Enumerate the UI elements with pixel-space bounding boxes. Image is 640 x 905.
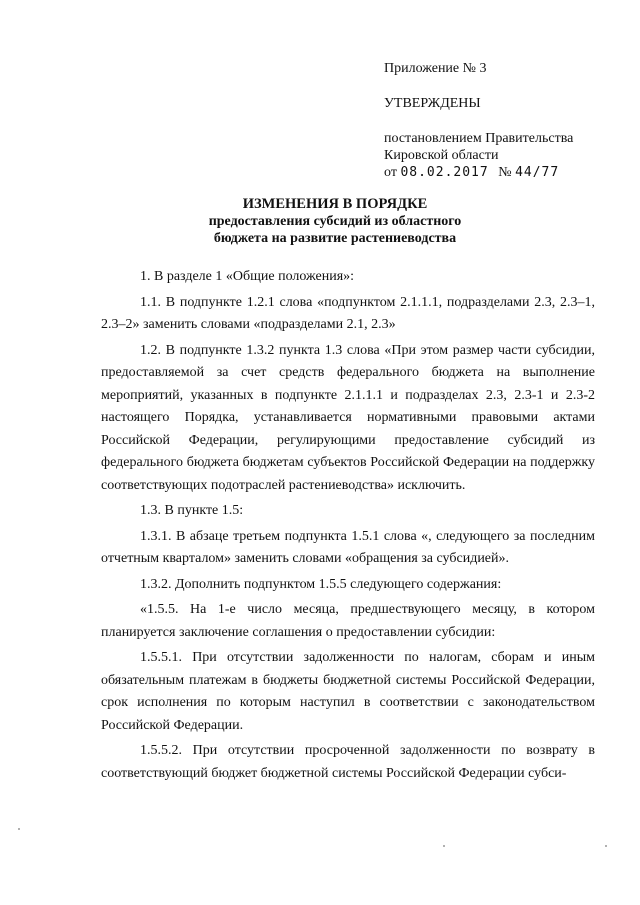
number-prefix: № [498, 165, 512, 180]
appendix-label: Приложение № 3 [384, 61, 487, 76]
approved-by-line-1: постановлением Правительства [384, 131, 574, 146]
paragraph-1-5-5: «1.5.5. На 1-е число месяца, предшествующего месяцу, в котором планируется заключение соглашения о предоставлении субсидии: [101, 602, 595, 640]
scan-speck [18, 828, 20, 830]
document-body [101, 266, 595, 785]
paragraph-1-1: 1.1. В подпункте 1.2.1 слова «подпунктом 2.1.1.1, подразделами 2.3, 2.3–1, 2.3–2» заменить словами «подразделами 2.1, 2.3» [101, 294, 595, 332]
paragraph-1-3-2: 1.3.2. Дополнить подпунктом 1.5.5 следующего содержания: [140, 576, 502, 592]
approval-date-line [384, 164, 559, 181]
paragraph-1-3-1: 1.3.1. В абзаце третьем подпункта 1.5.1 слова «, следующего за последним отчетным кварталом» заменить словами «обращения за субсидией». [101, 528, 595, 566]
paragraph-1-5-5-2: 1.5.5.2. При отсутствии просроченной задолженности по возврату в соответствующий бюджет бюджетной системы Российской Федерации субси- [101, 743, 595, 781]
approved-label: УТВЕРЖДЕНЫ [384, 96, 481, 111]
scan-speck [443, 845, 445, 847]
paragraph-1: 1. В разделе 1 «Общие положения»: [140, 269, 355, 284]
paragraph-1-5-5-1: 1.5.5.1. При отсутствии задолженности по налогам, сборам и иным обязательным платежам в бюджеты бюджетной системы Российской Федерации, срок исполнения по которым наступил в соответствии с законодательством Российской Федерации. [101, 650, 595, 733]
approved-by-line-2: Кировской области [384, 148, 499, 163]
title-subtitle-line-1: предоставления субсидий из областного [208, 214, 462, 229]
number-handwritten: 44/77 [515, 165, 560, 180]
document-title [100, 195, 570, 247]
scan-speck [605, 845, 607, 847]
date-handwritten: 08.02.2017 [400, 165, 489, 180]
date-prefix: от [384, 165, 397, 180]
paragraph-1-3: 1.3. В пункте 1.5: [140, 503, 244, 518]
paragraph-1-2: 1.2. В подпункте 1.3.2 пункта 1.3 слова «При этом размер части субсидии, предоставляемой за счет средств федерального бюджета на выполнение мероприятий, указанных в подпункте 2.1.1.1 и подразделах 2.3, 2.3-1 и 2.3-2 настоящего Порядка, устанавливается нормативными правовыми актами Российской Федерации, регулирующими предоставление субсидий из федерального бюджета бюджетам субъектов Российской Федерации на поддержку соответствующих подотраслей растениеводства» исключить. [101, 342, 595, 493]
title-subtitle-line-2: бюджета на развитие растениеводства [213, 231, 457, 246]
title-main: ИЗМЕНЕНИЯ В ПОРЯДКЕ [242, 196, 428, 212]
